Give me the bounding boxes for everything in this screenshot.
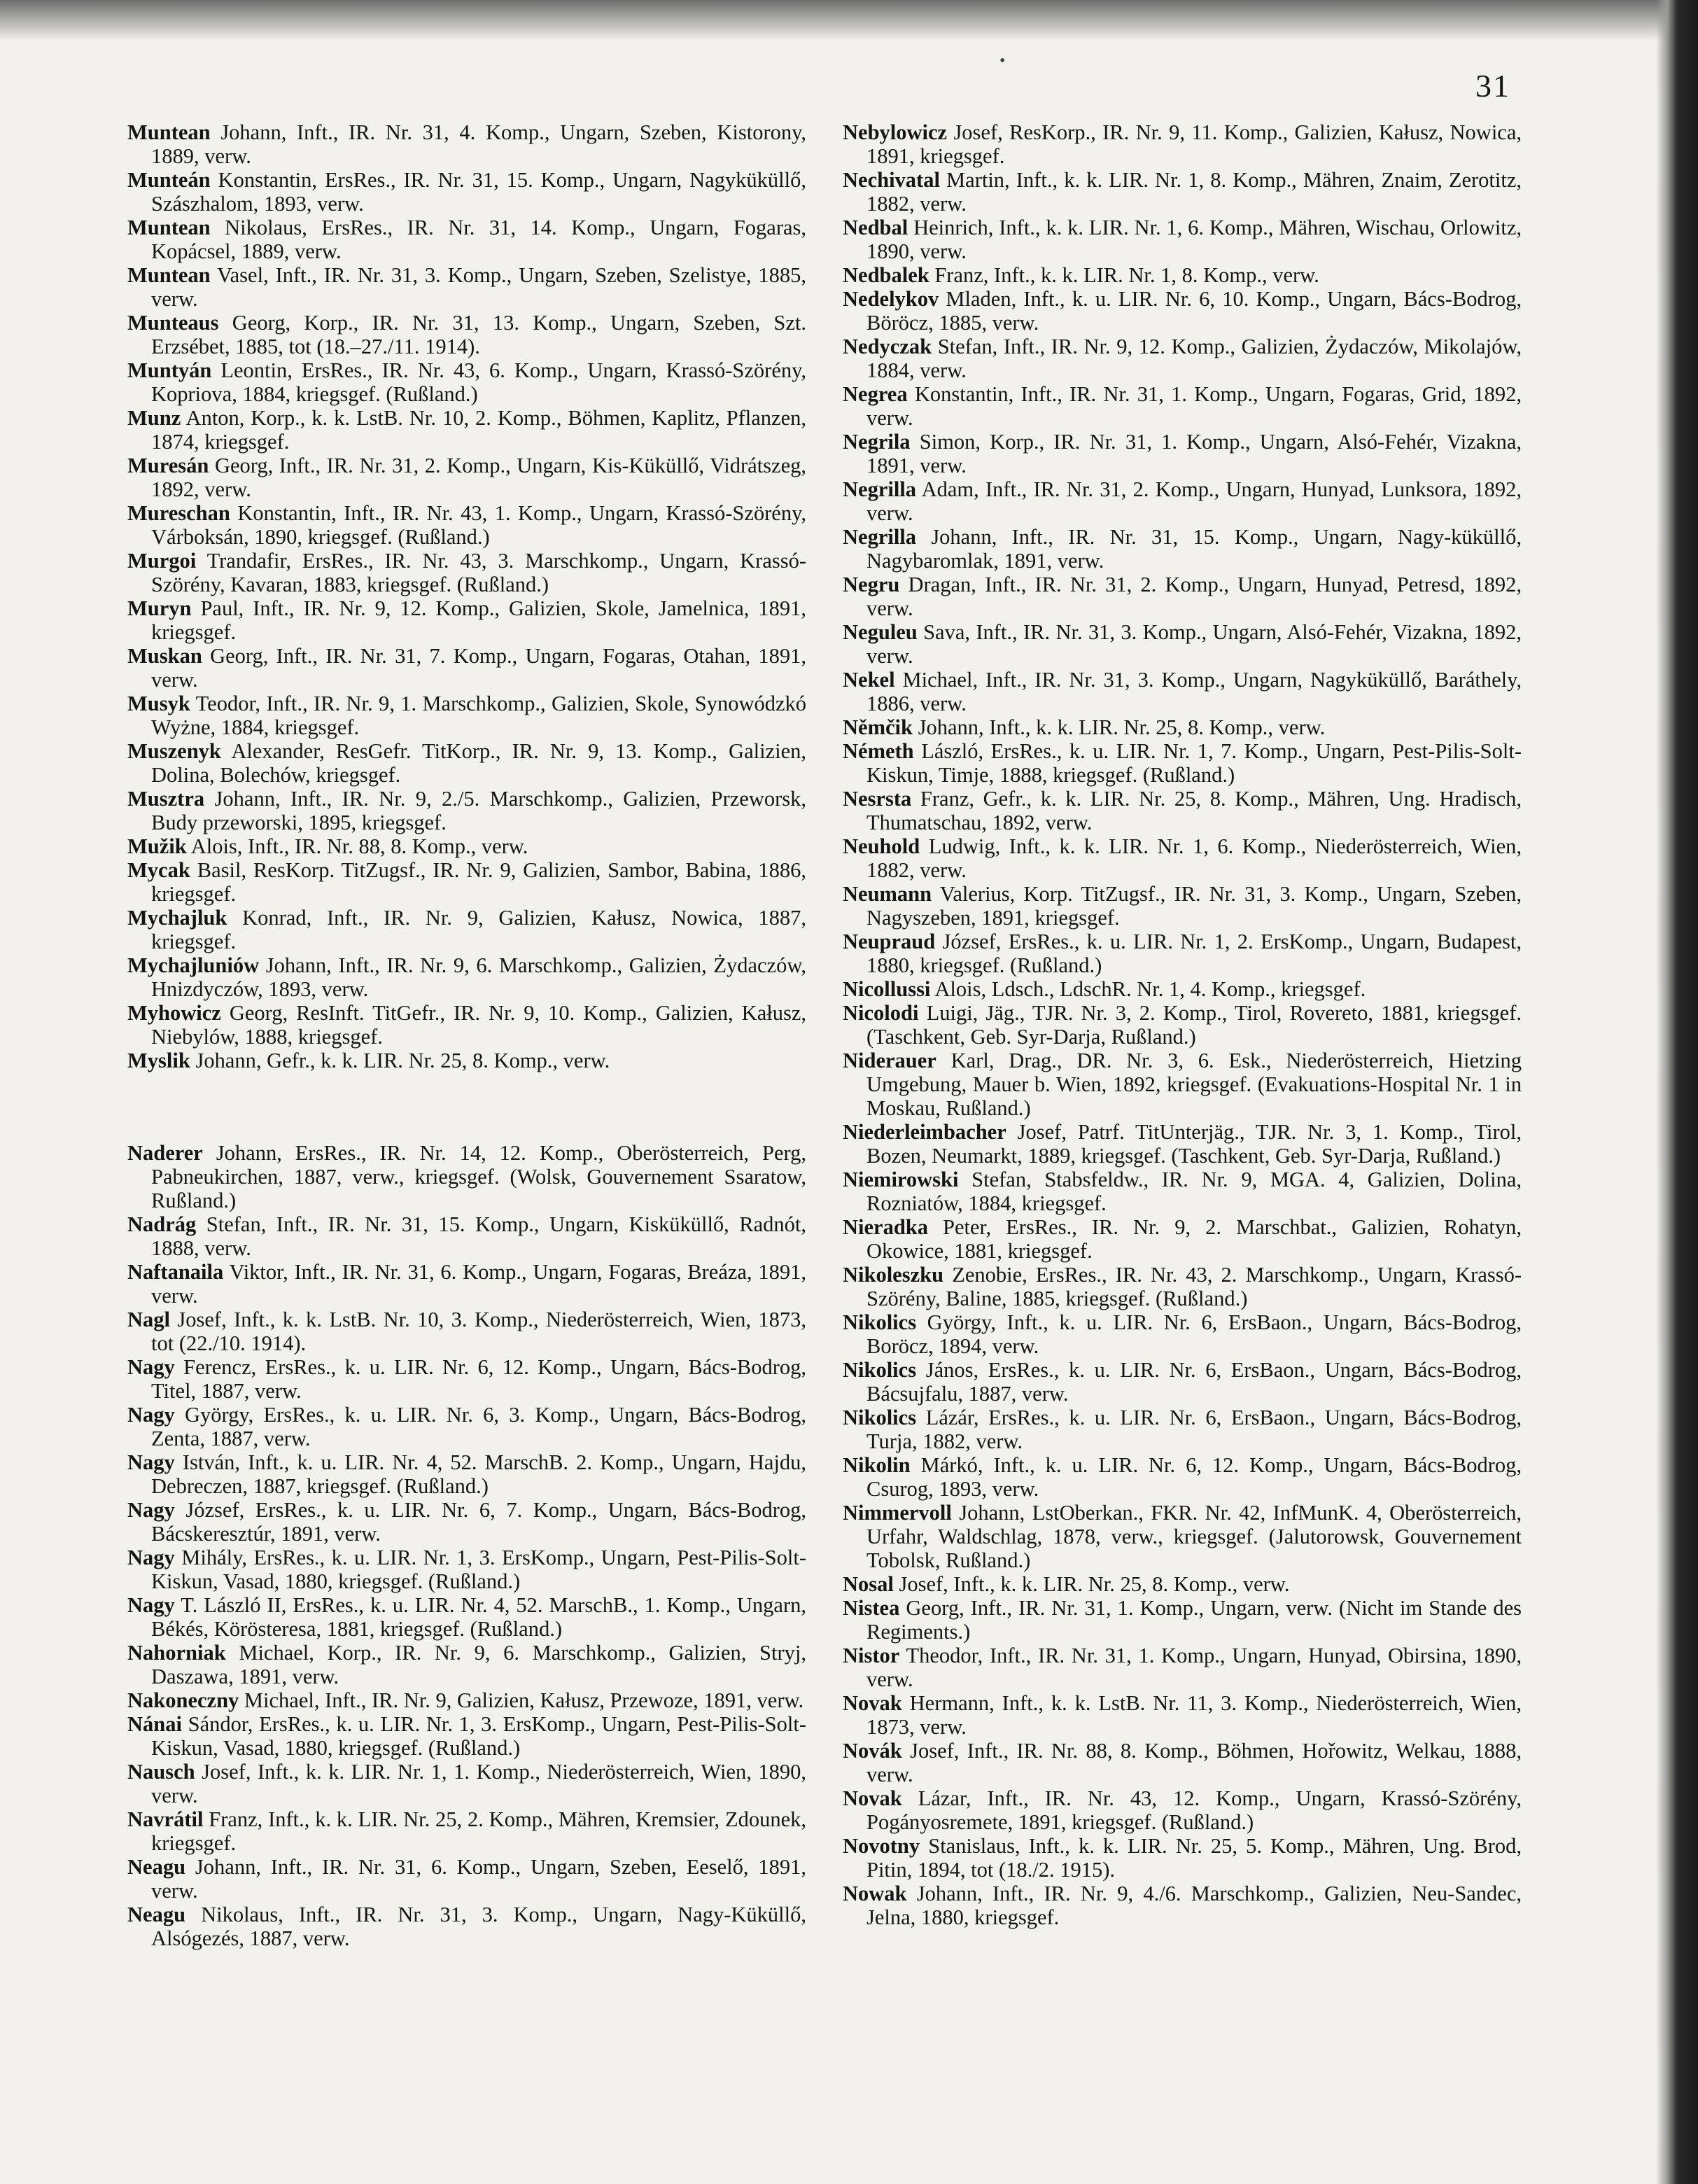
entry-details: Alexander, ResGefr. TitKorp., IR. Nr. 9, 13. Komp., Galizien, Dolina, Bolechów, kriegsgef.	[151, 739, 806, 787]
entry-details: Michael, Inft., IR. Nr. 31, 3. Komp., Ungarn, Nagyküküllő, Baráthely, 1886, verw.	[866, 668, 1522, 715]
entry-details: Georg, Korp., IR. Nr. 31, 13. Komp., Ungarn, Szeben, Szt. Erzsébet, 1885, tot (18.–27./11. 1914).	[151, 311, 807, 358]
entry-surname: Nagy	[127, 1498, 175, 1522]
entry-surname: Muntean	[127, 120, 211, 144]
entry-surname: Nadrág	[127, 1212, 197, 1236]
register-entry	[127, 596, 806, 644]
register-entry	[843, 1358, 1522, 1406]
entry-surname: Nekel	[843, 668, 895, 692]
scan-binding-edge	[1656, 0, 1698, 2184]
entry-surname: Nistor	[843, 1644, 900, 1667]
entry-details: Karl, Drag., DR. Nr. 3, 6. Esk., Niederösterreich, Hietzing Umgebung, Mauer b. Wien, 1892, kriegsgef. (Evakuations-Hospital Nr. 1 in Moskau, Rußland.)	[866, 1049, 1522, 1120]
register-entry	[127, 1308, 806, 1355]
entry-details: Georg, ResInft. TitGefr., IR. Nr. 9, 10. Komp., Galizien, Kałusz, Niebylów, 1888, kriegsgef.	[151, 1001, 806, 1049]
entry-surname: Murgoi	[127, 549, 197, 573]
entry-surname: Nechivatal	[843, 168, 940, 192]
entry-surname: Neuhold	[843, 834, 920, 858]
entry-surname: Nedbalek	[843, 263, 929, 287]
register-entry	[127, 1807, 806, 1855]
entry-details: György, Inft., k. u. LIR. Nr. 6, ErsBaon., Ungarn, Bács-Bodrog, Boröcz, 1894, verw.	[866, 1310, 1522, 1358]
entry-details: Johann, Inft., IR. Nr. 31, 6. Komp., Ungarn, Szeben, Eeselő, 1891, verw.	[151, 1855, 806, 1903]
entry-details: Leontin, ErsRes., IR. Nr. 43, 6. Komp., Ungarn, Krassó-Szörény, Kopriova, 1884, kriegsgef. (Rußland.)	[151, 358, 807, 406]
entry-details: Valerius, Korp. TitZugsf., IR. Nr. 31, 3. Komp., Ungarn, Szeben, Nagyszeben, 1891, kriegsgef.	[866, 882, 1522, 930]
register-entry	[843, 1834, 1522, 1882]
register-entry	[127, 454, 806, 501]
register-entry	[127, 953, 806, 1001]
register-entry	[843, 1310, 1522, 1358]
entry-surname: Nikolics	[843, 1406, 917, 1429]
register-entry	[843, 715, 1522, 739]
register-entry	[127, 834, 806, 858]
entry-surname: Nedelykov	[843, 287, 939, 311]
entry-surname: Nahorniak	[127, 1641, 226, 1665]
register-entry	[843, 477, 1522, 525]
register-entry	[127, 120, 806, 168]
entry-surname: Nistea	[843, 1596, 900, 1620]
entry-surname: Muszenyk	[127, 739, 221, 763]
entry-surname: Novotny	[843, 1834, 920, 1858]
entry-surname: Negrila	[843, 430, 911, 454]
entry-surname: Nikoleszku	[843, 1263, 944, 1287]
entry-details: Georg, Inft., IR. Nr. 31, 7. Komp., Ungarn, Fogaras, Otahan, 1891, verw.	[151, 644, 806, 692]
entry-details: Johann, Inft., IR. Nr. 9, 6. Marschkomp., Galizien, Żydaczów, Hnizdyczów, 1893, verw.	[151, 953, 806, 1001]
register-entry	[127, 501, 806, 549]
section-gap	[127, 1072, 806, 1141]
entry-details: Josef, Inft., k. k. LIR. Nr. 25, 8. Komp., verw.	[899, 1572, 1290, 1596]
register-entry	[127, 858, 806, 906]
register-entry	[843, 1049, 1522, 1120]
entry-details: Ferencz, ErsRes., k. u. LIR. Nr. 6, 12. Komp., Ungarn, Bács-Bodrog, Titel, 1887, verw.	[151, 1355, 806, 1403]
entry-surname: Naftanaila	[127, 1260, 224, 1284]
entry-details: Nikolaus, ErsRes., IR. Nr. 31, 14. Komp., Ungarn, Fogaras, Kopácsel, 1889, verw.	[151, 216, 807, 263]
entry-details: Sava, Inft., IR. Nr. 31, 3. Komp., Ungarn, Alsó-Fehér, Vizakna, 1892, verw.	[866, 620, 1522, 668]
entry-details: Alois, Inft., IR. Nr. 88, 8. Komp., verw.	[190, 834, 528, 858]
register-entry	[843, 930, 1522, 977]
entry-surname: Muntean	[127, 216, 211, 239]
page-number: 31	[1475, 68, 1510, 104]
register-entry	[127, 1498, 806, 1546]
entry-details: Konstantin, ErsRes., IR. Nr. 31, 15. Komp., Ungarn, Nagyküküllő, Szászhalom, 1893, verw.	[151, 168, 806, 216]
register-entry	[127, 311, 806, 358]
register-entry	[843, 739, 1522, 787]
register-entry	[843, 430, 1522, 477]
register-entry	[843, 1786, 1522, 1834]
entry-details: Konstantin, Inft., IR. Nr. 31, 1. Komp., Ungarn, Fogaras, Grid, 1892, verw.	[866, 382, 1522, 430]
entry-surname: Nagy	[127, 1355, 175, 1379]
entry-details: Sándor, ErsRes., k. u. LIR. Nr. 1, 3. ErsKomp., Ungarn, Pest-Pilis-Solt-Kiskun, Vasad, 1880, kriegsgef. (Rußland.)	[151, 1712, 807, 1760]
entry-surname: Neupraud	[843, 930, 936, 953]
register-entry	[127, 1641, 806, 1688]
entry-details: Theodor, Inft., IR. Nr. 31, 1. Komp., Ungarn, Hunyad, Obirsina, 1890, verw.	[866, 1644, 1522, 1691]
entry-details: János, ErsRes., k. u. LIR. Nr. 6, ErsBaon., Ungarn, Bács-Bodrog, Bácsujfalu, 1887, verw.	[866, 1358, 1522, 1406]
entry-surname: Novak	[843, 1691, 902, 1715]
register-entry	[843, 1739, 1522, 1786]
register-entry	[843, 120, 1522, 168]
entry-surname: Nagy	[127, 1546, 175, 1569]
register-entry	[127, 1593, 806, 1641]
register-entry	[127, 787, 806, 834]
entry-details: Márkó, Inft., k. u. LIR. Nr. 6, 12. Komp., Ungarn, Bács-Bodrog, Csurog, 1893, verw.	[866, 1453, 1522, 1501]
entry-details: Georg, Inft., IR. Nr. 31, 2. Komp., Ungarn, Kis-Küküllő, Vidrátszeg, 1892, verw.	[151, 454, 807, 501]
entry-surname: Niemirowski	[843, 1168, 959, 1191]
scan-top-edge	[0, 0, 1698, 41]
register-entry	[127, 1546, 806, 1593]
entry-surname: Musyk	[127, 692, 190, 715]
entry-details: Heinrich, Inft., k. k. LIR. Nr. 1, 6. Komp., Mähren, Wischau, Orlowitz, 1890, verw.	[866, 216, 1522, 263]
register-entry	[843, 1120, 1522, 1168]
entry-surname: Nosal	[843, 1572, 894, 1596]
entry-surname: Nowak	[843, 1882, 907, 1905]
print-speck: •	[999, 52, 1006, 70]
entry-surname: Nedbal	[843, 216, 908, 239]
register-entry	[843, 1001, 1522, 1049]
entry-details: Konstantin, Inft., IR. Nr. 43, 1. Komp., Ungarn, Krassó-Szörény, Várboksán, 1890, kriegsgef. (Rußland.)	[151, 501, 806, 549]
entry-details: József, ErsRes., k. u. LIR. Nr. 1, 2. ErsKomp., Ungarn, Budapest, 1880, kriegsgef. (Rußland.)	[866, 930, 1522, 977]
entry-surname: Negru	[843, 573, 900, 596]
register-entry	[843, 977, 1522, 1001]
register-entry	[843, 882, 1522, 930]
register-entry	[843, 287, 1522, 335]
entry-details: Michael, Korp., IR. Nr. 9, 6. Marschkomp., Galizien, Stryj, Daszawa, 1891, verw.	[151, 1641, 806, 1688]
entry-surname: Nagy	[127, 1450, 175, 1474]
entry-details: Mladen, Inft., k. u. LIR. Nr. 6, 10. Komp., Ungarn, Bács-Bodrog, Böröcz, 1885, verw.	[866, 287, 1522, 335]
register-entry	[127, 263, 806, 311]
entry-details: Stefan, Inft., IR. Nr. 31, 15. Komp., Ungarn, Kisküküllő, Radnót, 1888, verw.	[151, 1212, 807, 1260]
entry-details: Johann, ErsRes., IR. Nr. 14, 12. Komp., Oberösterreich, Perg, Pabneukirchen, 1887, verw., kriegsgef. (Wolsk, Gouvernement Ssaratow, Rußland.)	[151, 1141, 807, 1212]
register-entry	[127, 1760, 806, 1807]
register-entry	[127, 1355, 806, 1403]
entry-surname: Munz	[127, 406, 181, 430]
entry-surname: Nikolics	[843, 1310, 917, 1334]
entry-surname: Mureschan	[127, 501, 230, 525]
register-entry	[127, 1212, 806, 1260]
entry-details: Stanislaus, Inft., k. k. LIR. Nr. 25, 5. Komp., Mähren, Ung. Brod, Pitin, 1894, tot (18./2. 1915).	[866, 1834, 1522, 1882]
entry-surname: Mužik	[127, 834, 187, 858]
entry-surname: Nebylowicz	[843, 120, 948, 144]
register-entry	[127, 1712, 806, 1760]
entry-surname: Novak	[843, 1786, 902, 1810]
register-entry	[127, 1049, 806, 1072]
entry-surname: Nicollussi	[843, 977, 931, 1001]
entry-surname: Nikolin	[843, 1453, 911, 1477]
entry-details: Basil, ResKorp. TitZugsf., IR. Nr. 9, Galizien, Sambor, Babina, 1886, kriegsgef.	[151, 858, 807, 906]
register-entry	[127, 644, 806, 692]
entry-details: Franz, Gefr., k. k. LIR. Nr. 25, 8. Komp., Mähren, Ung. Hradisch, Thumatschau, 1892, verw.	[866, 787, 1522, 834]
entry-surname: Muntean	[127, 263, 211, 287]
entry-details: Johann, Inft., IR. Nr. 31, 15. Komp., Ungarn, Nagy-küküllő, Nagybaromlak, 1891, verw.	[866, 525, 1522, 573]
entry-details: Josef, Inft., k. k. LIR. Nr. 1, 1. Komp., Niederösterreich, Wien, 1890, verw.	[151, 1760, 806, 1807]
entry-details: Johann, Inft., IR. Nr. 9, 4./6. Marschkomp., Galizien, Neu-Sandec, Jelna, 1880, kriegsgef.	[866, 1882, 1522, 1929]
entry-details: Viktor, Inft., IR. Nr. 31, 6. Komp., Ungarn, Fogaras, Breáza, 1891, verw.	[151, 1260, 806, 1308]
register-entry	[843, 1263, 1522, 1310]
register-entry	[843, 382, 1522, 430]
entry-surname: Nagy	[127, 1593, 175, 1617]
entry-surname: Negrilla	[843, 525, 917, 549]
entry-surname: Mycak	[127, 858, 190, 882]
entry-surname: Nimmervoll	[843, 1501, 952, 1525]
register-entry	[843, 1572, 1522, 1596]
register-entry	[843, 168, 1522, 216]
entry-surname: Negrilla	[843, 477, 917, 501]
entry-details: Nikolaus, Inft., IR. Nr. 31, 3. Komp., Ungarn, Nagy-Küküllő, Alsógezés, 1887, verw.	[151, 1903, 806, 1950]
entry-surname: Neagu	[127, 1855, 186, 1879]
entry-details: Anton, Korp., k. k. LstB. Nr. 10, 2. Komp., Böhmen, Kaplitz, Pflanzen, 1874, kriegsgef.	[151, 406, 806, 454]
entry-details: T. László II, ErsRes., k. u. LIR. Nr. 4, 52. MarschB., 1. Komp., Ungarn, Békés, Körösteresa, 1881, kriegsgef. (Rußland.)	[151, 1593, 806, 1641]
register-entry	[843, 1596, 1522, 1644]
entry-details: György, ErsRes., k. u. LIR. Nr. 6, 3. Komp., Ungarn, Bács-Bodrog, Zenta, 1887, verw.	[151, 1403, 806, 1450]
register-entry	[127, 906, 806, 953]
entry-surname: Nikolics	[843, 1358, 917, 1382]
right-column	[843, 120, 1522, 1929]
register-entry	[127, 1688, 806, 1712]
entry-surname: Nausch	[127, 1760, 195, 1784]
entry-surname: Myhowicz	[127, 1001, 221, 1025]
entry-details: Adam, Inft., IR. Nr. 31, 2. Komp., Ungarn, Hunyad, Lunksora, 1892, verw.	[866, 477, 1522, 525]
entry-details: Ludwig, Inft., k. k. LIR. Nr. 1, 6. Komp., Niederösterreich, Wien, 1882, verw.	[866, 834, 1522, 882]
entry-surname: Munteaus	[127, 311, 219, 335]
entry-details: Lázar, Inft., IR. Nr. 43, 12. Komp., Ungarn, Krassó-Szörény, Pogányosremete, 1891, kriegsgef. (Rußland.)	[866, 1786, 1522, 1834]
entry-details: Mihály, ErsRes., k. u. LIR. Nr. 1, 3. ErsKomp., Ungarn, Pest-Pilis-Solt-Kiskun, Vasad, 1880, kriegsgef. (Rußland.)	[151, 1546, 807, 1593]
entry-surname: Nakonecznу	[127, 1688, 239, 1712]
register-entry	[127, 1141, 806, 1212]
entry-details: Teodor, Inft., IR. Nr. 9, 1. Marschkomp., Galizien, Skole, Synowódzkó Wyżne, 1884, kriegsgef.	[151, 692, 807, 739]
register-entry	[127, 1450, 806, 1498]
entry-surname: Muresán	[127, 454, 209, 477]
register-entry	[127, 1001, 806, 1049]
entry-surname: Nagl	[127, 1308, 170, 1331]
entry-surname: Němčik	[843, 715, 913, 739]
entry-surname: Muryn	[127, 596, 192, 620]
register-entry	[127, 358, 806, 406]
register-entry	[843, 834, 1522, 882]
register-entry	[127, 406, 806, 454]
entry-details: László, ErsRes., k. u. LIR. Nr. 1, 7. Komp., Ungarn, Pest-Pilis-Solt-Kiskun, Timje, 1888, kriegsgef. (Rußland.)	[866, 739, 1522, 787]
register-entry	[843, 1691, 1522, 1739]
entry-details: Johann, Gefr., k. k. LIR. Nr. 25, 8. Komp., verw.	[195, 1049, 610, 1072]
entry-details: Martin, Inft., k. k. LIR. Nr. 1, 8. Komp., Mähren, Znaim, Zerotitz, 1882, verw.	[866, 168, 1522, 216]
entry-surname: Nieradka	[843, 1215, 928, 1239]
entry-surname: Niederleimbacher	[843, 1120, 1006, 1144]
entry-details: Josef, Inft., k. k. LstB. Nr. 10, 3. Komp., Niederösterreich, Wien, 1873, tot (22./10. 1914).	[151, 1308, 807, 1355]
register-entry	[127, 168, 806, 216]
register-entry	[127, 216, 806, 263]
entry-surname: Naderer	[127, 1141, 203, 1165]
register-entry	[843, 1644, 1522, 1691]
entry-details: Peter, ErsRes., IR. Nr. 9, 2. Marschbat., Galizien, Rohatyn, Okowice, 1881, kriegsgef.	[866, 1215, 1522, 1263]
entry-surname: Muntyán	[127, 358, 212, 382]
entry-surname: Neumann	[843, 882, 932, 906]
entry-details: Johann, Inft., k. k. LIR. Nr. 25, 8. Komp., verw.	[918, 715, 1326, 739]
register-entry	[127, 549, 806, 596]
entry-details: István, Inft., k. u. LIR. Nr. 4, 52. MarschB. 2. Komp., Ungarn, Hajdu, Debreczen, 1887, kriegsgef. (Rußland.)	[151, 1450, 807, 1498]
entry-surname: Negrea	[843, 382, 908, 406]
entry-surname: Neagu	[127, 1903, 186, 1926]
entry-surname: Navrátil	[127, 1807, 204, 1831]
entry-details: Stefan, Inft., IR. Nr. 9, 12. Komp., Galizien, Żydaczów, Mikolajów, 1884, verw.	[866, 335, 1522, 382]
entry-details: Johann, Inft., IR. Nr. 31, 4. Komp., Ungarn, Szeben, Kistorony, 1889, verw.	[151, 120, 806, 168]
register-entry	[843, 216, 1522, 263]
entry-surname: Nedyczak	[843, 335, 932, 358]
register-entry	[127, 1260, 806, 1308]
entry-surname: Munteán	[127, 168, 211, 192]
entry-details: Trandafir, ErsRes., IR. Nr. 43, 3. Marschkomp., Ungarn, Krassó-Szörény, Kavaran, 1883, kriegsgef. (Rußland.)	[151, 549, 806, 596]
register-entry	[843, 1453, 1522, 1501]
entry-details: Dragan, Inft., IR. Nr. 31, 2. Komp., Ungarn, Hunyad, Petresd, 1892, verw.	[866, 573, 1522, 620]
register-entry	[127, 1403, 806, 1450]
entry-details: Zenobie, ErsRes., IR. Nr. 43, 2. Marschkomp., Ungarn, Krassó-Szörény, Baline, 1885, kriegsgef. (Rußland.)	[866, 1263, 1522, 1310]
register-entry	[127, 692, 806, 739]
entry-surname: Mychajluniów	[127, 953, 260, 977]
left-column	[127, 120, 806, 1950]
register-entry	[127, 1855, 806, 1903]
register-entry	[843, 335, 1522, 382]
entry-details: Johann, Inft., IR. Nr. 9, 2./5. Marschkomp., Galizien, Przeworsk, Budy przeworski, 1895, kriegsgef.	[151, 787, 807, 834]
entry-details: Lázár, ErsRes., k. u. LIR. Nr. 6, ErsBaon., Ungarn, Bács-Bodrog, Turja, 1882, verw.	[866, 1406, 1522, 1453]
entry-details: Stefan, Stabsfeldw., IR. Nr. 9, MGA. 4, Galizien, Dolina, Rozniatów, 1884, kriegsgef.	[866, 1168, 1522, 1215]
entry-details: Hermann, Inft., k. k. LstB. Nr. 11, 3. Komp., Niederösterreich, Wien, 1873, verw.	[866, 1691, 1522, 1739]
entry-surname: Myslik	[127, 1049, 190, 1072]
entry-surname: Németh	[843, 739, 914, 763]
entry-details: Paul, Inft., IR. Nr. 9, 12. Komp., Galizien, Skole, Jamelnica, 1891, kriegsgef.	[151, 596, 806, 644]
entry-details: Johann, LstOberkan., FKR. Nr. 42, InfMunK. 4, Oberösterreich, Urfahr, Waldschlag, 1878, verw., kriegsgef. (Jalutorowsk, Gouvernement Tobolsk, Rußland.)	[866, 1501, 1522, 1572]
entry-details: Josef, Inft., IR. Nr. 88, 8. Komp., Böhmen, Hořowitz, Welkau, 1888, verw.	[866, 1739, 1522, 1786]
register-entry	[843, 668, 1522, 715]
register-entry	[843, 525, 1522, 573]
entry-surname: Novák	[843, 1739, 902, 1763]
register-entry	[843, 1215, 1522, 1263]
register-entry	[843, 1501, 1522, 1572]
register-entry	[127, 1903, 806, 1950]
register-entry	[843, 1406, 1522, 1453]
entry-surname: Niderauer	[843, 1049, 936, 1072]
register-entry	[843, 1168, 1522, 1215]
entry-surname: Nicolodi	[843, 1001, 919, 1025]
entry-details: József, ErsRes., k. u. LIR. Nr. 6, 7. Komp., Ungarn, Bács-Bodrog, Bácskeresztúr, 1891, verw.	[151, 1498, 807, 1546]
entry-details: Franz, Inft., k. k. LIR. Nr. 25, 2. Komp., Mähren, Kremsier, Zdounek, kriegsgef.	[151, 1807, 806, 1855]
register-entry	[843, 1882, 1522, 1929]
entry-details: Alois, Ldsch., LdschR. Nr. 1, 4. Komp., kriegsgef.	[934, 977, 1366, 1001]
register-entry	[843, 573, 1522, 620]
entry-details: Konrad, Inft., IR. Nr. 9, Galizien, Kałusz, Nowica, 1887, kriegsgef.	[151, 906, 806, 953]
entry-details: Georg, Inft., IR. Nr. 31, 1. Komp., Ungarn, verw. (Nicht im Stande des Regiments.)	[866, 1596, 1522, 1644]
entry-surname: Muskan	[127, 644, 202, 668]
entry-surname: Nesrsta	[843, 787, 912, 811]
entry-surname: Nagy	[127, 1403, 175, 1427]
entry-surname: Nánai	[127, 1712, 182, 1736]
entry-details: Josef, Patrf. TitUnterjäg., TJR. Nr. 3, 1. Komp., Tirol, Bozen, Neumarkt, 1889, kriegsgef. (Taschkent, Geb. Syr-Darja, Rußland.)	[866, 1120, 1522, 1168]
entry-details: Simon, Korp., IR. Nr. 31, 1. Komp., Ungarn, Alsó-Fehér, Vizakna, 1891, verw.	[866, 430, 1522, 477]
register-entry	[843, 620, 1522, 668]
entry-details: Michael, Inft., IR. Nr. 9, Galizien, Kałusz, Przewoze, 1891, verw.	[244, 1688, 804, 1712]
entry-surname: Musztra	[127, 787, 205, 811]
entry-surname: Neguleu	[843, 620, 918, 644]
register-entry	[843, 787, 1522, 834]
entry-surname: Mychajluk	[127, 906, 227, 930]
entry-details: Franz, Inft., k. k. LIR. Nr. 1, 8. Komp., verw.	[934, 263, 1319, 287]
register-entry	[127, 739, 806, 787]
entry-details: Luigi, Jäg., TJR. Nr. 3, 2. Komp., Tirol, Rovereto, 1881, kriegsgef. (Taschkent, Geb. Syr-Darja, Rußland.)	[866, 1001, 1522, 1049]
entry-details: Josef, ResKorp., IR. Nr. 9, 11. Komp., Galizien, Kałusz, Nowica, 1891, kriegsgef.	[866, 120, 1522, 168]
register-entry	[843, 263, 1522, 287]
entry-details: Vasel, Inft., IR. Nr. 31, 3. Komp., Ungarn, Szeben, Szelistye, 1885, verw.	[151, 263, 807, 311]
